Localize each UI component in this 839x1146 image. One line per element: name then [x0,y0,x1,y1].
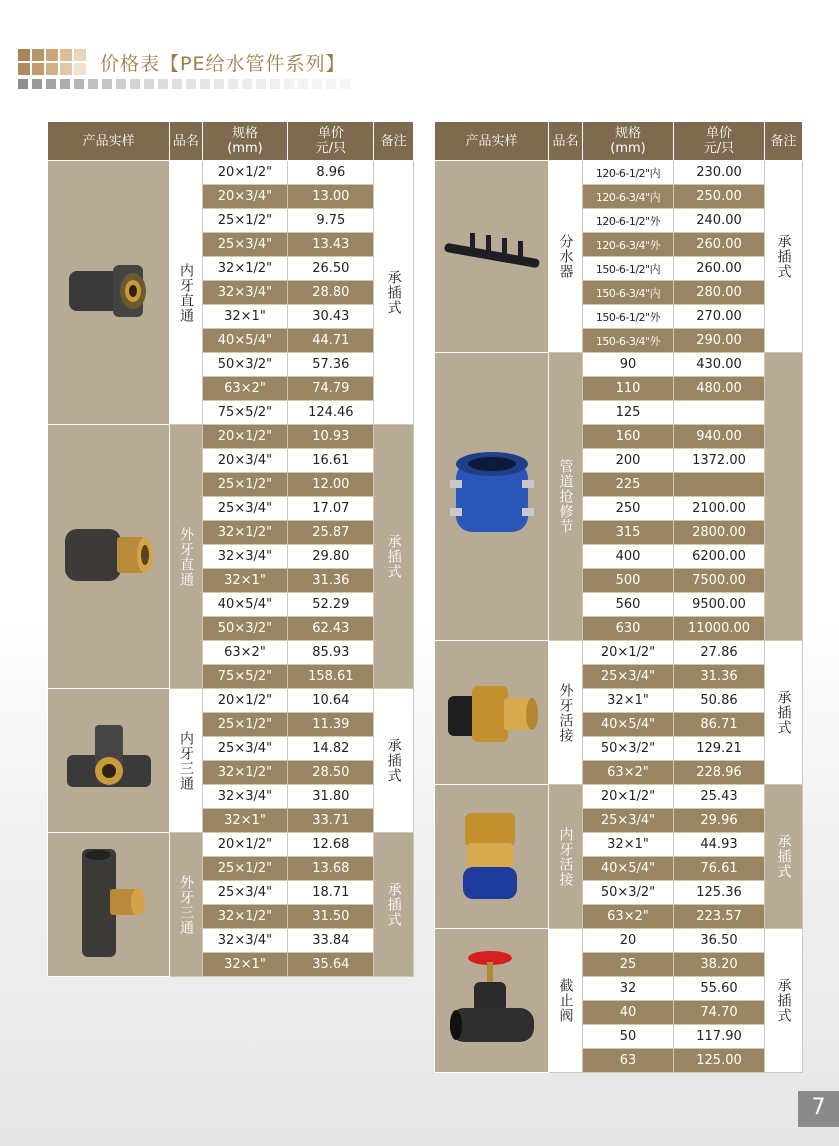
table-row [48,161,414,185]
note-cell [765,353,803,641]
price-cell: 44.93 [674,833,765,857]
pe-female-tee-icon [61,788,157,803]
spec-cell: 20×3/4" [202,185,288,209]
product-name: 内牙直通 [170,161,202,425]
price-cell: 31.36 [288,569,374,593]
product-image [48,689,170,833]
spec-cell: 25×3/4" [202,881,288,905]
price-cell: 33.84 [288,929,374,953]
price-cell: 8.96 [288,161,374,185]
spec-cell: 20×1/2" [202,689,288,713]
price-cell: 9500.00 [674,593,765,617]
price-cell: 29.80 [288,545,374,569]
table-row [48,833,414,857]
product-image [435,161,549,353]
price-cell: 31.36 [674,665,765,689]
spec-cell: 63×2" [202,377,288,401]
product-image [435,641,549,785]
price-cell: 125.36 [674,881,765,905]
spec-cell: 25×3/4" [202,233,288,257]
price-cell: 18.71 [288,881,374,905]
price-table-right [434,121,803,1073]
product-name: 截止阀 [549,929,583,1073]
price-cell: 27.86 [674,641,765,665]
spec-cell: 75×5/2" [202,401,288,425]
pe-female-straight-coupling-icon [61,328,157,343]
spec-cell: 50 [583,1025,674,1049]
product-image [48,161,170,425]
price-cell: 31.50 [288,905,374,929]
price-cell: 260.00 [674,257,765,281]
spec-cell: 63×2" [583,761,674,785]
spec-cell: 32×1/2" [202,905,288,929]
price-cell: 158.61 [288,665,374,689]
spec-cell: 120-6-3/4"内 [583,185,674,209]
price-cell: 44.71 [288,329,374,353]
header-price: 单价 元/只 [288,122,374,161]
product-name: 内牙三通 [170,689,202,833]
header-price: 单价 元/只 [674,122,765,161]
spec-cell: 150-6-3/4"内 [583,281,674,305]
spec-cell: 63×2" [202,641,288,665]
note-cell: 承插式 [765,929,803,1073]
price-cell: 280.00 [674,281,765,305]
price-cell: 38.20 [674,953,765,977]
page-title: 价格表【PE给水管件系列】 [100,53,346,75]
spec-cell: 40×5/4" [202,329,288,353]
spec-cell: 32×3/4" [202,545,288,569]
table-row [435,641,803,665]
pipe-repair-clamp-icon [442,539,542,554]
spec-cell: 110 [583,377,674,401]
spec-cell: 32×1/2" [202,257,288,281]
note-cell: 承插式 [374,161,414,425]
spec-cell: 120-6-3/4"外 [583,233,674,257]
price-cell: 10.64 [288,689,374,713]
price-cell: 14.82 [288,737,374,761]
spec-cell: 25 [583,953,674,977]
price-cell: 17.07 [288,497,374,521]
product-image [435,353,549,641]
product-image [435,785,549,929]
price-cell: 9.75 [288,209,374,233]
water-distributor-icon [440,274,544,289]
spec-cell: 32×1" [583,833,674,857]
price-cell: 25.87 [288,521,374,545]
header-note: 备注 [765,122,803,161]
table-row [435,785,803,809]
spec-cell: 120-6-1/2"外 [583,209,674,233]
spec-cell: 315 [583,521,674,545]
product-name: 外牙三通 [170,833,202,977]
note-cell: 承插式 [765,161,803,353]
header-image: 产品实样 [435,122,549,161]
spec-cell: 63×2" [583,905,674,929]
price-cell: 29.96 [674,809,765,833]
male-union-icon [442,745,542,760]
spec-cell: 32×3/4" [202,281,288,305]
price-cell: 10.93 [288,425,374,449]
price-cell: 16.61 [288,449,374,473]
spec-cell: 32×1" [202,569,288,593]
spec-cell: 50×3/2" [583,881,674,905]
price-cell: 11.39 [288,713,374,737]
spec-cell: 25×1/2" [202,713,288,737]
price-cell: 62.43 [288,617,374,641]
price-cell: 50.86 [674,689,765,713]
header-name: 品名 [549,122,583,161]
product-image [435,929,549,1073]
price-cell: 270.00 [674,305,765,329]
price-cell: 31.80 [288,785,374,809]
price-cell [674,473,765,497]
spec-cell: 25×1/2" [202,209,288,233]
price-cell: 76.61 [674,857,765,881]
price-cell: 6200.00 [674,545,765,569]
spec-cell: 50×3/2" [583,737,674,761]
spec-cell: 40×5/4" [202,593,288,617]
price-cell: 11000.00 [674,617,765,641]
price-cell [674,401,765,425]
note-cell: 承插式 [374,425,414,689]
price-cell: 36.50 [674,929,765,953]
stop-valve-icon [444,1043,540,1058]
product-image [48,425,170,689]
spec-cell: 150-6-1/2"内 [583,257,674,281]
table-header [435,122,803,161]
price-cell: 7500.00 [674,569,765,593]
spec-cell: 40×5/4" [583,713,674,737]
spec-cell: 200 [583,449,674,473]
price-cell: 33.71 [288,809,374,833]
note-cell: 承插式 [765,785,803,929]
price-cell: 2800.00 [674,521,765,545]
spec-cell: 25×3/4" [583,665,674,689]
price-cell: 28.80 [288,281,374,305]
female-union-icon [447,894,537,909]
spec-cell: 32×1/2" [202,521,288,545]
spec-cell: 20×3/4" [202,449,288,473]
header-spec: 规格 (mm) [583,122,674,161]
price-cell: 430.00 [674,353,765,377]
price-cell: 230.00 [674,161,765,185]
price-cell: 12.00 [288,473,374,497]
table-header [48,122,414,161]
spec-cell: 20 [583,929,674,953]
spec-cell: 32 [583,977,674,1001]
spec-cell: 32×3/4" [202,785,288,809]
price-cell: 117.90 [674,1025,765,1049]
price-cell: 55.60 [674,977,765,1001]
spec-cell: 32×3/4" [202,929,288,953]
price-cell: 480.00 [674,377,765,401]
header-spec: 规格 (mm) [202,122,288,161]
price-cell: 290.00 [674,329,765,353]
product-name: 分水器 [549,161,583,353]
table-row [435,929,803,953]
spec-cell: 32×1" [202,953,288,977]
spec-cell: 150-6-3/4"外 [583,329,674,353]
spec-cell: 40 [583,1001,674,1025]
price-cell: 74.79 [288,377,374,401]
price-cell: 13.43 [288,233,374,257]
price-cell: 57.36 [288,353,374,377]
spec-cell: 50×3/2" [202,353,288,377]
product-name: 内牙活接 [549,785,583,929]
spec-cell: 250 [583,497,674,521]
price-cell: 13.00 [288,185,374,209]
header-name: 品名 [170,122,202,161]
spec-cell: 25×1/2" [202,473,288,497]
spec-cell: 90 [583,353,674,377]
spec-cell: 125 [583,401,674,425]
spec-cell: 32×1/2" [202,761,288,785]
price-cell: 2100.00 [674,497,765,521]
product-name: 外牙活接 [549,641,583,785]
spec-cell: 32×1" [583,689,674,713]
note-cell: 承插式 [765,641,803,785]
spec-cell: 25×1/2" [202,857,288,881]
product-image [48,833,170,977]
product-name: 外牙直通 [170,425,202,689]
price-cell: 25.43 [674,785,765,809]
spec-cell: 25×3/4" [202,737,288,761]
table-row [435,353,803,377]
spec-cell: 20×1/2" [202,833,288,857]
spec-cell: 150-6-1/2"外 [583,305,674,329]
price-cell: 240.00 [674,209,765,233]
header-image: 产品实样 [48,122,170,161]
price-cell: 35.64 [288,953,374,977]
price-cell: 13.68 [288,857,374,881]
spec-cell: 560 [583,593,674,617]
spec-cell: 500 [583,569,674,593]
spec-cell: 40×5/4" [583,857,674,881]
price-cell: 250.00 [674,185,765,209]
spec-cell: 75×5/2" [202,665,288,689]
note-cell: 承插式 [374,689,414,833]
price-cell: 85.93 [288,641,374,665]
pe-male-straight-coupling-icon [59,584,159,599]
table-row [48,425,414,449]
price-table-left [47,121,414,977]
price-cell: 125.00 [674,1049,765,1073]
price-cell: 223.57 [674,905,765,929]
price-cell: 228.96 [674,761,765,785]
spec-cell: 160 [583,425,674,449]
product-name: 管道抢修节 [549,353,583,641]
spec-cell: 20×1/2" [583,785,674,809]
price-cell: 86.71 [674,713,765,737]
price-cell: 124.46 [288,401,374,425]
price-cell: 26.50 [288,257,374,281]
header-note: 备注 [374,122,414,161]
note-cell: 承插式 [374,833,414,977]
spec-cell: 25×3/4" [583,809,674,833]
price-cell: 1372.00 [674,449,765,473]
price-cell: 129.21 [674,737,765,761]
spec-cell: 20×1/2" [202,425,288,449]
spec-cell: 20×1/2" [202,161,288,185]
price-cell: 12.68 [288,833,374,857]
table-row [435,161,803,185]
pe-male-tee-icon [64,952,154,967]
spec-cell: 630 [583,617,674,641]
table-row [48,689,414,713]
spec-cell: 32×1" [202,305,288,329]
price-cell: 74.70 [674,1001,765,1025]
page-number: 7 [798,1091,839,1127]
price-cell: 940.00 [674,425,765,449]
spec-cell: 400 [583,545,674,569]
price-cell: 260.00 [674,233,765,257]
spec-cell: 20×1/2" [583,641,674,665]
price-cell: 28.50 [288,761,374,785]
spec-cell: 50×3/2" [202,617,288,641]
spec-cell: 225 [583,473,674,497]
price-cell: 52.29 [288,593,374,617]
price-cell: 30.43 [288,305,374,329]
spec-cell: 63 [583,1049,674,1073]
spec-cell: 120-6-1/2"内 [583,161,674,185]
spec-cell: 32×1" [202,809,288,833]
spec-cell: 25×3/4" [202,497,288,521]
